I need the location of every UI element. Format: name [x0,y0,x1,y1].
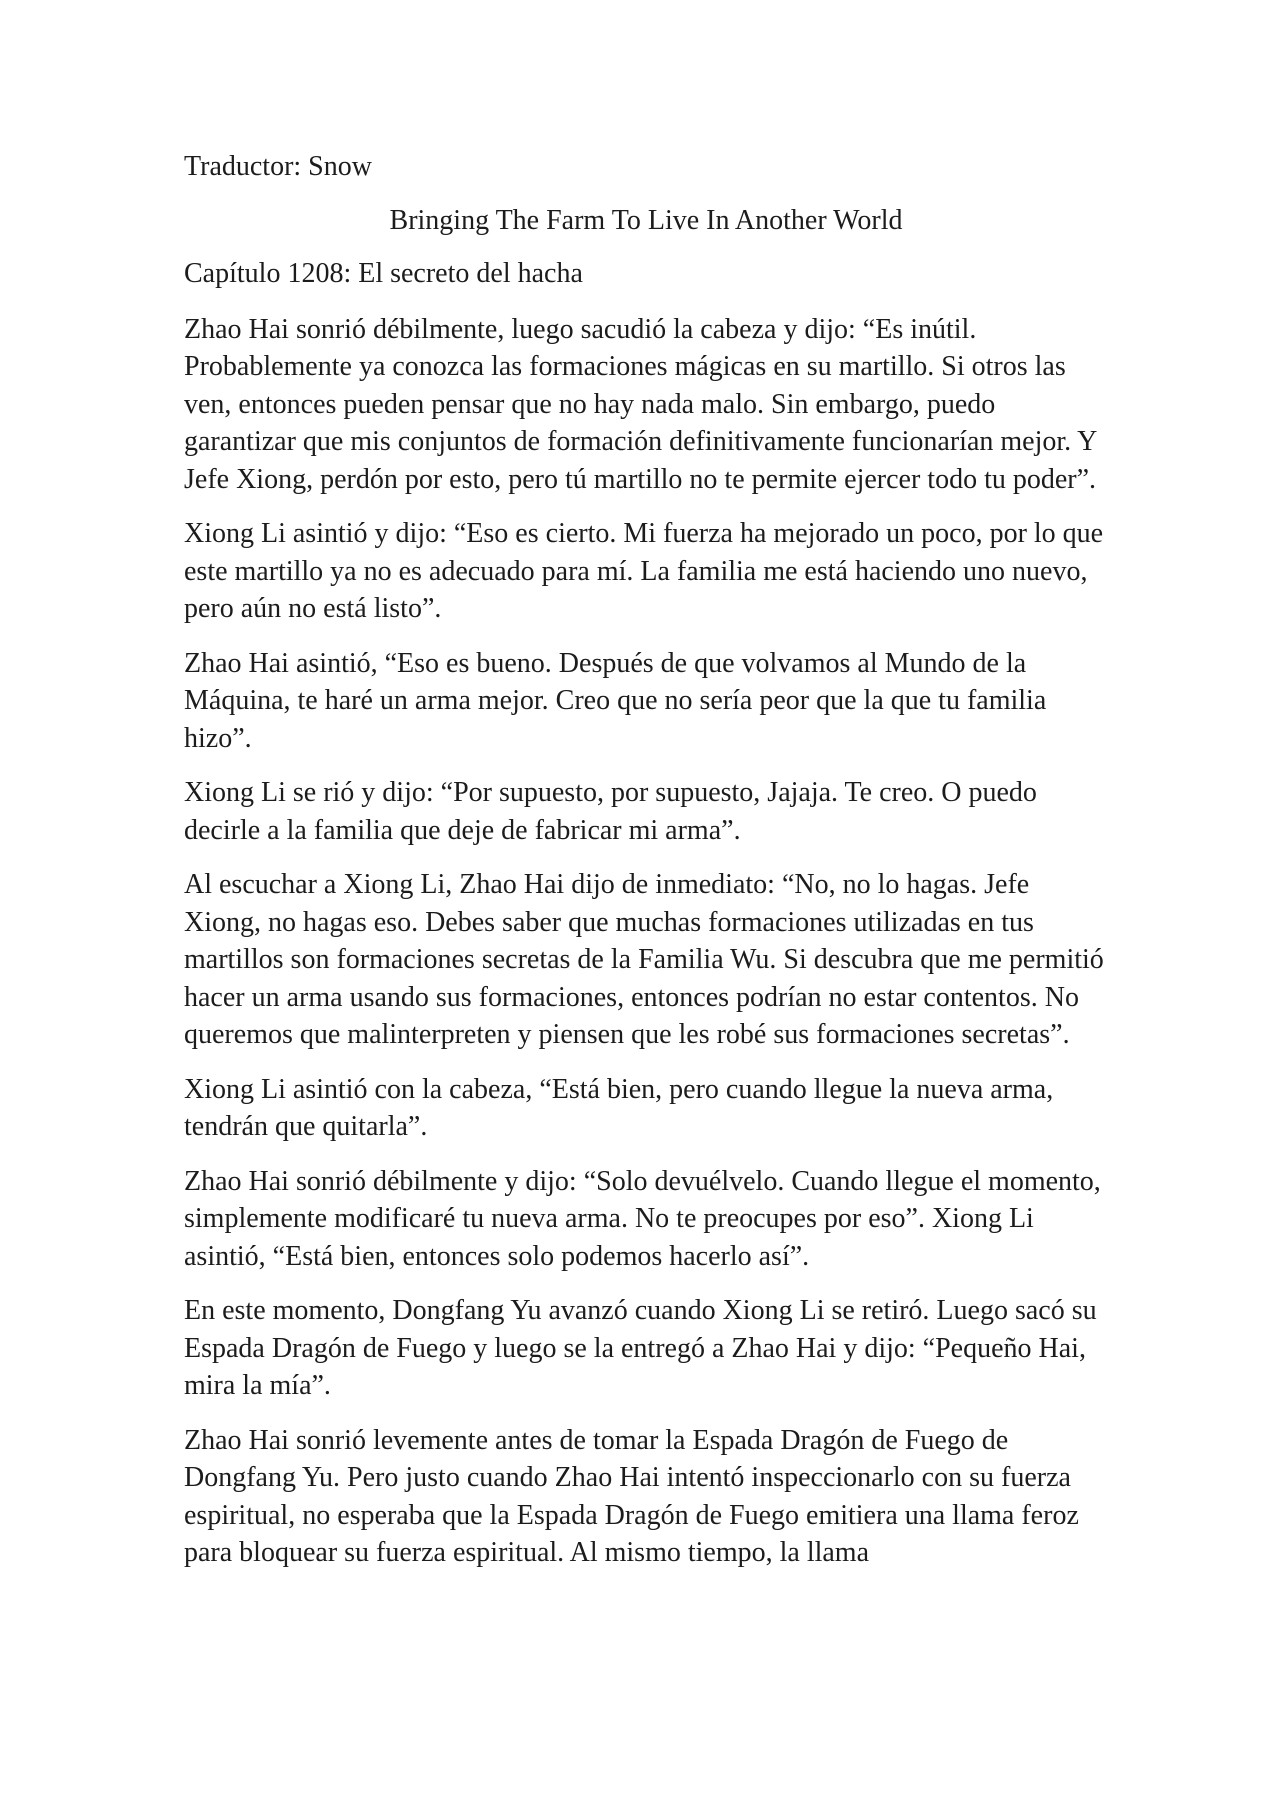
paragraph-2: Xiong Li asintió y dijo: “Eso es cierto. Mi fuerza ha mejorado un poco, por lo que este martillo ya no es adecuado para mí. La familia me está haciendo uno nuevo, pero aún no está listo”. [184,518,1104,624]
paragraph-8: En este momento, Dongfang Yu avanzó cuando Xiong Li se retiró. Luego sacó su Espada Dragón de Fuego y luego se la entregó a Zhao Hai y dijo: “Pequeño Hai, mira la mía”. [184,1295,1097,1401]
chapter-heading: Capítulo 1208: El secreto del hacha [184,258,583,289]
translator-credit: Traductor: Snow [184,151,372,182]
novel-title: Bringing The Farm To Live In Another World [389,204,903,236]
paragraph-3: Zhao Hai asintió, “Eso es bueno. Después de que volvamos al Mundo de la Máquina, te haré un arma mejor. Creo que no sería peor que la que tu familia hizo”. [184,647,1047,754]
paragraph-6: Xiong Li asintió con la cabeza, “Está bien, pero cuando llegue la nueva arma, tendrán que quitarla”. [184,1073,1054,1142]
paragraph-7: Zhao Hai sonrió débilmente y dijo: “Solo devuélvelo. Cuando llegue el momento, simplemente modificaré tu nueva arma. No te preocupes por eso”. Xiong Li asintió, “Está bien, entonces solo podemos hacerlo así”. [184,1165,1101,1272]
paragraph-9: Zhao Hai sonrió levemente antes de tomar la Espada Dragón de Fuego de Dongfang Yu. Pero justo cuando Zhao Hai intentó inspeccionarlo con su fuerza espiritual, no esperaba que la Espada Dragón de Fuego emitiera una llama feroz para bloquear su fuerza espiritual. Al mismo tiempo, la llama [184,1424,1079,1568]
paragraph-1: Zhao Hai sonrió débilmente, luego sacudió la cabeza y dijo: “Es inútil. Probablemente ya conozca las formaciones mágicas en su martillo. Si otros las ven, entonces pueden pensar que no hay nada malo. Sin embargo, puedo garantizar que mis conjuntos de formación definitivamente funcionarían mejor. Y Jefe Xiong, perdón por esto, pero tú martillo no te permite ejercer todo tu poder”. [184,313,1097,495]
paragraph-4: Xiong Li se rió y dijo: “Por supuesto, por supuesto, Jajaja. Te creo. O puedo decirle a la familia que deje de fabricar mi arma”. [184,777,1037,846]
document-body [184,148,1104,1589]
paragraph-5: Al escuchar a Xiong Li, Zhao Hai dijo de inmediato: “No, no lo hagas. Jefe Xiong, no hagas eso. Debes saber que muchas formaciones utilizadas en tus martillos son formaciones secretas de la Familia Wu. Si descubra que me permitió hacer un arma usando sus formaciones, entonces podrían no estar contentos. No queremos que malinterpreten y piensen que les robé sus formaciones secretas”. [184,869,1104,1050]
